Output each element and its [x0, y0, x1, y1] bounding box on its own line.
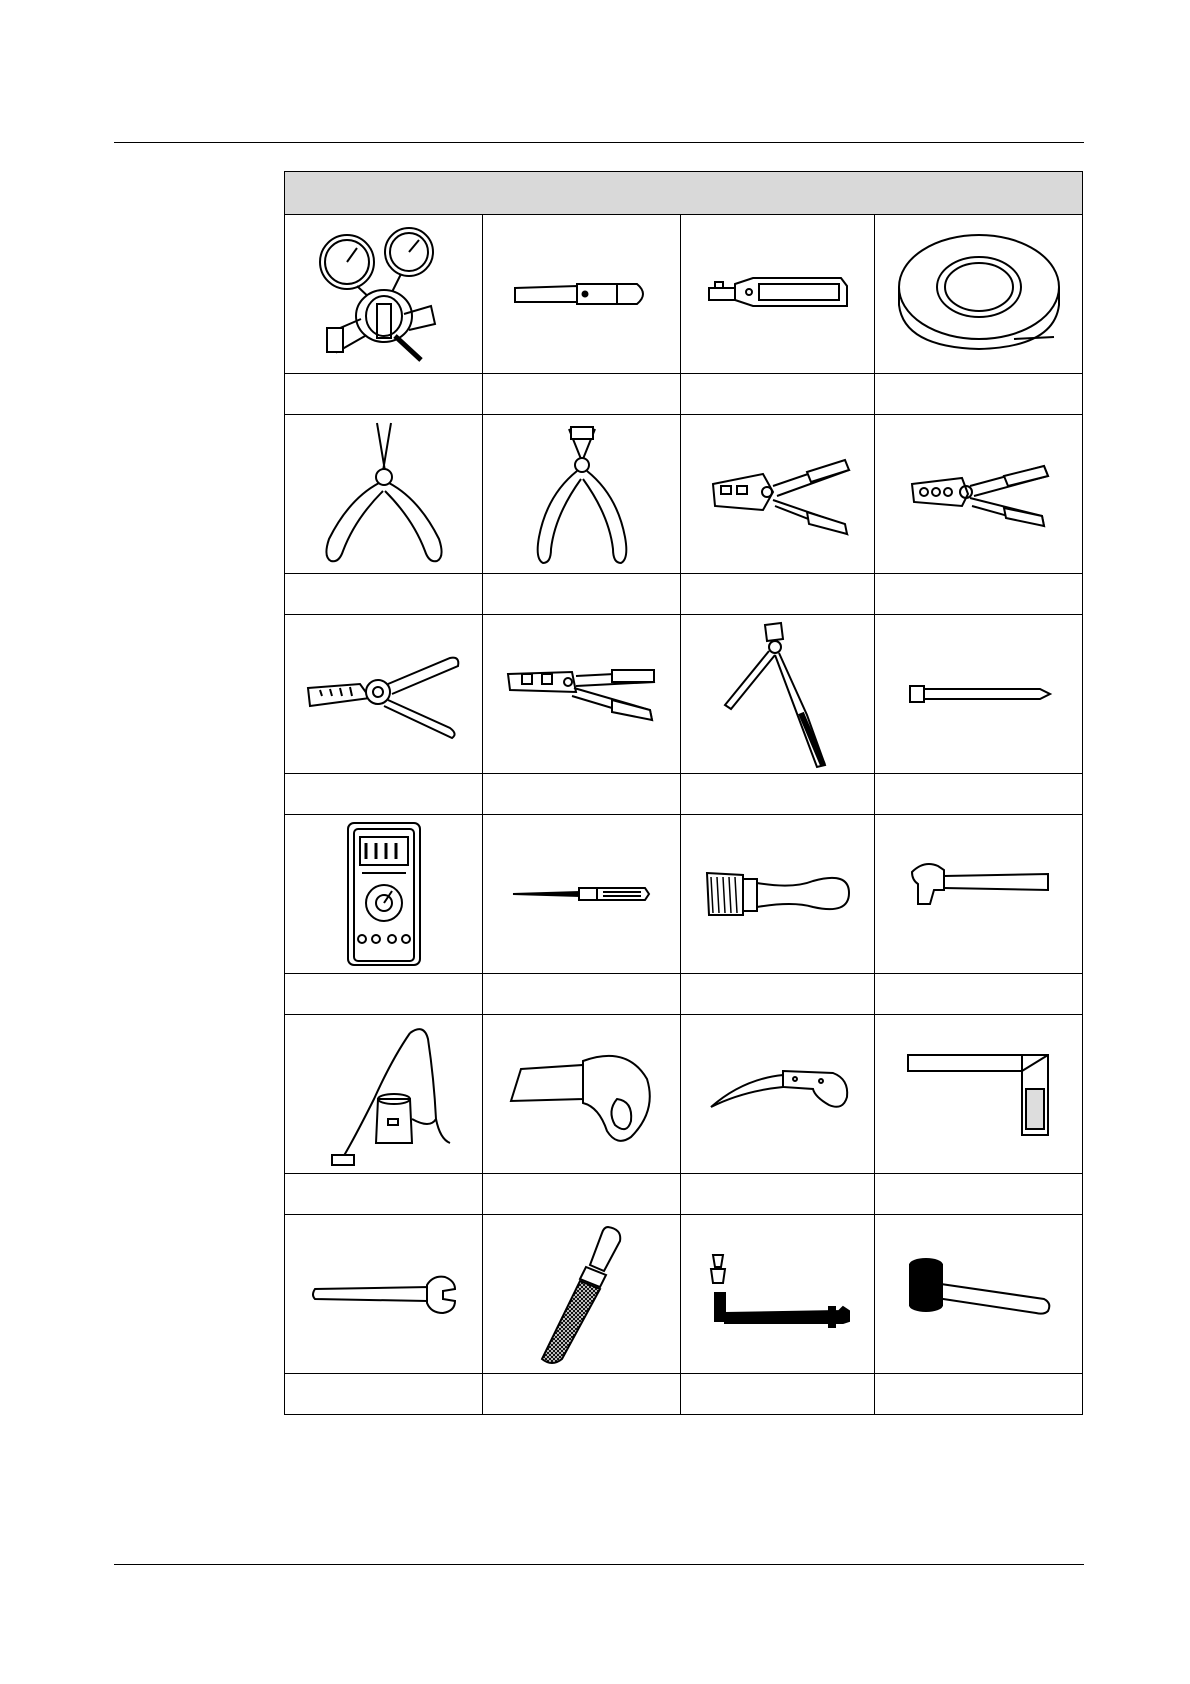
square-ruler-icon	[904, 1049, 1054, 1139]
tool-cell	[285, 615, 483, 774]
header-rule	[114, 142, 1084, 143]
tool-caption	[875, 574, 1083, 615]
tool-caption	[681, 374, 875, 415]
tool-cell	[681, 815, 875, 974]
tool-caption	[483, 1374, 681, 1415]
torque-wrench-icon	[703, 1249, 853, 1339]
tool-caption	[681, 974, 875, 1015]
tool-cell	[681, 615, 875, 774]
crimping-pliers-icon	[904, 444, 1054, 544]
screwdriver-icon	[507, 874, 657, 914]
tool-cell	[483, 1015, 681, 1174]
insulation-tape-icon	[894, 229, 1064, 359]
tool-cell	[681, 1015, 875, 1174]
vacuum-cleaner-icon	[314, 1019, 454, 1169]
tool-cell	[875, 215, 1083, 374]
tool-caption	[483, 374, 681, 415]
cord-end-terminal-crimper-icon	[713, 619, 843, 769]
rj45-crimping-tool-icon	[703, 444, 853, 544]
tool-caption	[875, 1374, 1083, 1415]
cable-knife-icon	[507, 1039, 657, 1149]
rubber-mallet-icon	[904, 1249, 1054, 1339]
tool-cell	[285, 815, 483, 974]
tool-caption	[875, 974, 1083, 1015]
hooked-knife-icon	[703, 1059, 853, 1129]
paint-brush-icon	[703, 859, 853, 929]
tool-caption	[483, 574, 681, 615]
tool-cell	[285, 215, 483, 374]
tools-table	[284, 171, 1083, 1415]
pressure-regulator-icon	[309, 224, 459, 364]
tool-cell	[483, 615, 681, 774]
tool-caption	[681, 1174, 875, 1215]
tool-caption	[875, 374, 1083, 415]
tool-caption	[483, 1174, 681, 1215]
diagonal-pliers-icon	[507, 419, 657, 569]
tool-caption	[285, 1374, 483, 1415]
tool-cell	[875, 815, 1083, 974]
tool-cell	[483, 215, 681, 374]
file-icon	[522, 1219, 642, 1369]
tool-cell	[681, 415, 875, 574]
tool-caption	[483, 974, 681, 1015]
tool-caption	[285, 574, 483, 615]
electrician-knife-icon	[507, 264, 657, 324]
tool-cell	[875, 1015, 1083, 1174]
tool-caption	[875, 774, 1083, 815]
tool-caption	[285, 774, 483, 815]
tool-cell	[875, 415, 1083, 574]
cable-tie-icon	[904, 674, 1054, 714]
tool-caption	[681, 1374, 875, 1415]
tool-cell	[681, 1215, 875, 1374]
multimeter-icon	[344, 819, 424, 969]
table-header	[285, 172, 1083, 215]
long-nose-pliers-icon	[309, 419, 459, 569]
tool-caption	[285, 974, 483, 1015]
tool-cell	[875, 1215, 1083, 1374]
tool-cell	[285, 1015, 483, 1174]
tool-cell	[285, 415, 483, 574]
tool-cell	[681, 215, 875, 374]
tool-caption	[681, 574, 875, 615]
claw-hammer-icon	[904, 854, 1054, 934]
tool-caption	[681, 774, 875, 815]
punch-down-tool-icon	[703, 264, 853, 324]
tool-cell	[483, 1215, 681, 1374]
open-end-wrench-icon	[309, 1269, 459, 1319]
wire-stripper-icon	[304, 644, 464, 744]
tool-caption	[285, 1174, 483, 1215]
footer-rule	[114, 1564, 1084, 1565]
tool-cell	[285, 1215, 483, 1374]
tool-cell	[483, 415, 681, 574]
tool-caption	[285, 374, 483, 415]
tool-cell	[875, 615, 1083, 774]
coaxial-crimper-icon	[502, 644, 662, 744]
tool-caption	[483, 774, 681, 815]
tool-caption	[875, 1174, 1083, 1215]
tool-cell	[483, 815, 681, 974]
